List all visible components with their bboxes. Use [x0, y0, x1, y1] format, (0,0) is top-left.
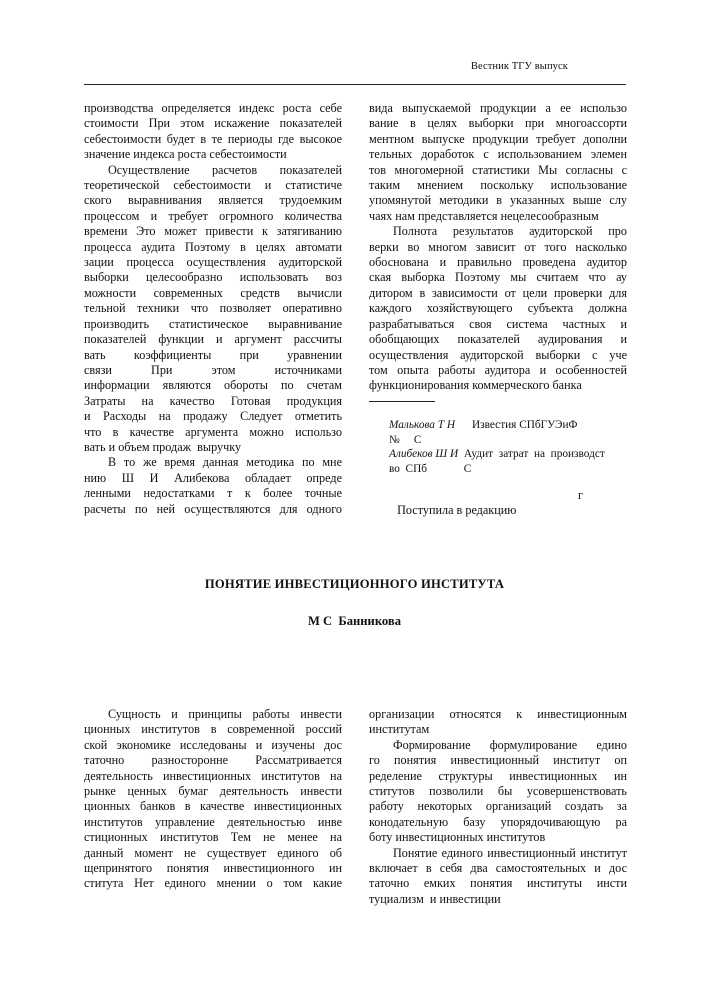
text-line: себестоимости будет в те периоды где высокое [84, 131, 342, 146]
text-line: обоснована и правильно проведена аудитор [369, 255, 627, 270]
text-line: процесса аудита Поэтому в целях автомати [84, 239, 342, 254]
right-column-bottom [369, 707, 627, 907]
received-label: Поступила в редакцию [397, 503, 517, 517]
text-line: вать и объем продаж выручку [84, 439, 242, 454]
text-line: боту инвестиционных институтов [369, 830, 546, 845]
text-line: ленными недостатками т к более точные [84, 486, 342, 501]
text-line: Осуществление расчетов показателей [108, 162, 342, 177]
text-line: таким мнением поскольку использование [369, 178, 627, 193]
text-line: что в качестве аргумента можно использо [84, 424, 342, 439]
text-line: времени Это может привести к затягиванию [84, 224, 342, 239]
text-line: туциализм и инвестиции [369, 891, 501, 906]
journal-name: Вестник ТГУ выпуск [470, 61, 568, 72]
reference-line [389, 447, 627, 462]
text-line: процессом и требует огромного количества [84, 208, 342, 223]
text-line: ского выравнивания является трудоемким [84, 193, 342, 208]
text-line: производить статистическое выравнивание [84, 316, 342, 331]
text-line: данный момент не существует единого об [84, 845, 342, 860]
references-divider [369, 401, 435, 402]
reference-author: Малькова Т Н [389, 419, 456, 431]
reference-text: во СПб С [389, 462, 472, 475]
text-line: работу некоторых организаций создать за [369, 799, 627, 814]
text-line: ционных банков в качестве инвестиционных [84, 799, 342, 814]
text-line: Затраты на качество Готовая продукция [84, 393, 342, 408]
received-year-suffix: г [578, 488, 583, 502]
running-header [84, 60, 626, 85]
text-line: таточно разносторонне Рассматривается [84, 753, 342, 768]
text-line: Формирование формулирование едино [393, 737, 627, 752]
text-line: ская выборка Поэтому мы считаем что ау [369, 270, 627, 285]
text-line: значение индекса роста себестоимости [84, 147, 287, 162]
text-line: обобщающих показателей аудирования и [369, 332, 627, 347]
text-line: информации являются обороты по счетам [84, 378, 342, 393]
reference-text: № С [389, 433, 422, 446]
reference-line [389, 433, 627, 448]
reference-line [389, 462, 627, 477]
text-line: тельных доработок с использованием элемен [369, 147, 627, 162]
text-line: тов многомерной статистики Мы согласны с [369, 162, 627, 177]
text-line: каждого хозяйствующего субъекта должна [369, 301, 627, 316]
text-line: вание в целях выборки при многоассорти [369, 116, 627, 131]
text-line: ментном выпуске продукции требует дополни [369, 131, 627, 146]
text-line: деятельность инвестиционных институтов на [84, 768, 342, 783]
text-line: вида выпускаемой продукции а ее использо [369, 101, 627, 115]
text-line: осуществления аудиторской выборки с уче [369, 347, 627, 362]
text-line: чаях нам представляется нецелесообразным [369, 208, 599, 223]
text-line: рынке ценных бумаг деятельность инвести [84, 784, 342, 799]
text-line: институтов управление деятельностью инве [84, 814, 342, 829]
text-line: тельной техники что позволяет оперативно [84, 301, 342, 316]
reference-text: Аудит затрат на производст [458, 448, 605, 461]
text-line: упомянутой методики в указанных выше слу [369, 193, 627, 208]
left-column-bottom [84, 707, 342, 892]
text-line: теоретической себестоимости и статистиче [84, 178, 342, 193]
text-line: ститутов позволили бы усовершенствовать [369, 784, 627, 799]
text-line: расчеты по ней осуществляются для одного [84, 501, 342, 516]
text-line: конодательную базу упорядочивающую ра [369, 814, 627, 829]
right-column-top [369, 101, 627, 394]
text-line: го понятия инвестиционный институт оп [369, 753, 627, 768]
text-line: том опыта работы аудитора и особенностей [369, 362, 627, 377]
text-line: ститута Нет единого мнении о том какие [84, 876, 342, 891]
text-line: Полнота результатов аудиторской про [393, 224, 627, 239]
article-author: М С Банникова [308, 614, 401, 628]
text-line: и Расходы на продажу Следует отметить [84, 409, 342, 424]
reference-list [389, 418, 627, 476]
text-line: ской экономике исследованы и изучены дос [84, 737, 342, 752]
text-line: Понятие единого инвестиционный институт [393, 845, 627, 860]
reference-text: Известия СПбГУЭиФ [455, 419, 578, 431]
text-line: нию Ш И Алибекова обладает опреде [84, 470, 342, 485]
text-line: разрабатываться своя система частных и [369, 316, 627, 331]
text-line: функционирования коммерческого банка [369, 378, 582, 393]
text-line: Сущность и принципы работы инвести [108, 707, 342, 721]
text-line: связи При этом источниками [84, 362, 342, 377]
text-line: включает в себя два самостоятельных и дос [369, 861, 627, 876]
text-line: организации относятся к инвестиционным [369, 707, 627, 721]
text-line: В то же время данная методика по мне [108, 455, 342, 470]
text-line: ционных институтов в современной россий [84, 722, 342, 737]
text-line: производства определяется индекс роста себе [84, 101, 342, 115]
text-line: таточно емких понятия институты инсти [369, 876, 627, 891]
text-line: ределение структуры инвестиционных ин [369, 768, 627, 783]
text-line: выборки целесообразно использовать воз [84, 270, 342, 285]
text-line: верки во многом зависит от того насколько [369, 239, 627, 254]
text-line: показателей функции и аргумент рассчиты [84, 332, 342, 347]
received-note [391, 488, 591, 533]
text-line: щепринятого понятия инвестиционного ин [84, 861, 342, 876]
reference-author: Алибеков Ш И [389, 448, 459, 461]
article-title: ПОНЯТИЕ ИНВЕСТИЦИОННОГО ИНСТИТУТА [204, 577, 505, 591]
text-line: стиционных институтов Тем не менее на [84, 830, 342, 845]
reference-line [389, 418, 627, 433]
text-line: можности современных средств вычисли [84, 285, 342, 300]
text-line: вать коэффициенты при уравнении [84, 347, 342, 362]
text-line: зации процесса осуществления аудиторской [84, 255, 342, 270]
left-column-top [84, 101, 342, 517]
text-line: институтам [369, 722, 430, 737]
text-line: дитором в зависимости от цели проверки для [369, 285, 627, 300]
text-line: стоимости При этом искажение показателей [84, 116, 342, 131]
